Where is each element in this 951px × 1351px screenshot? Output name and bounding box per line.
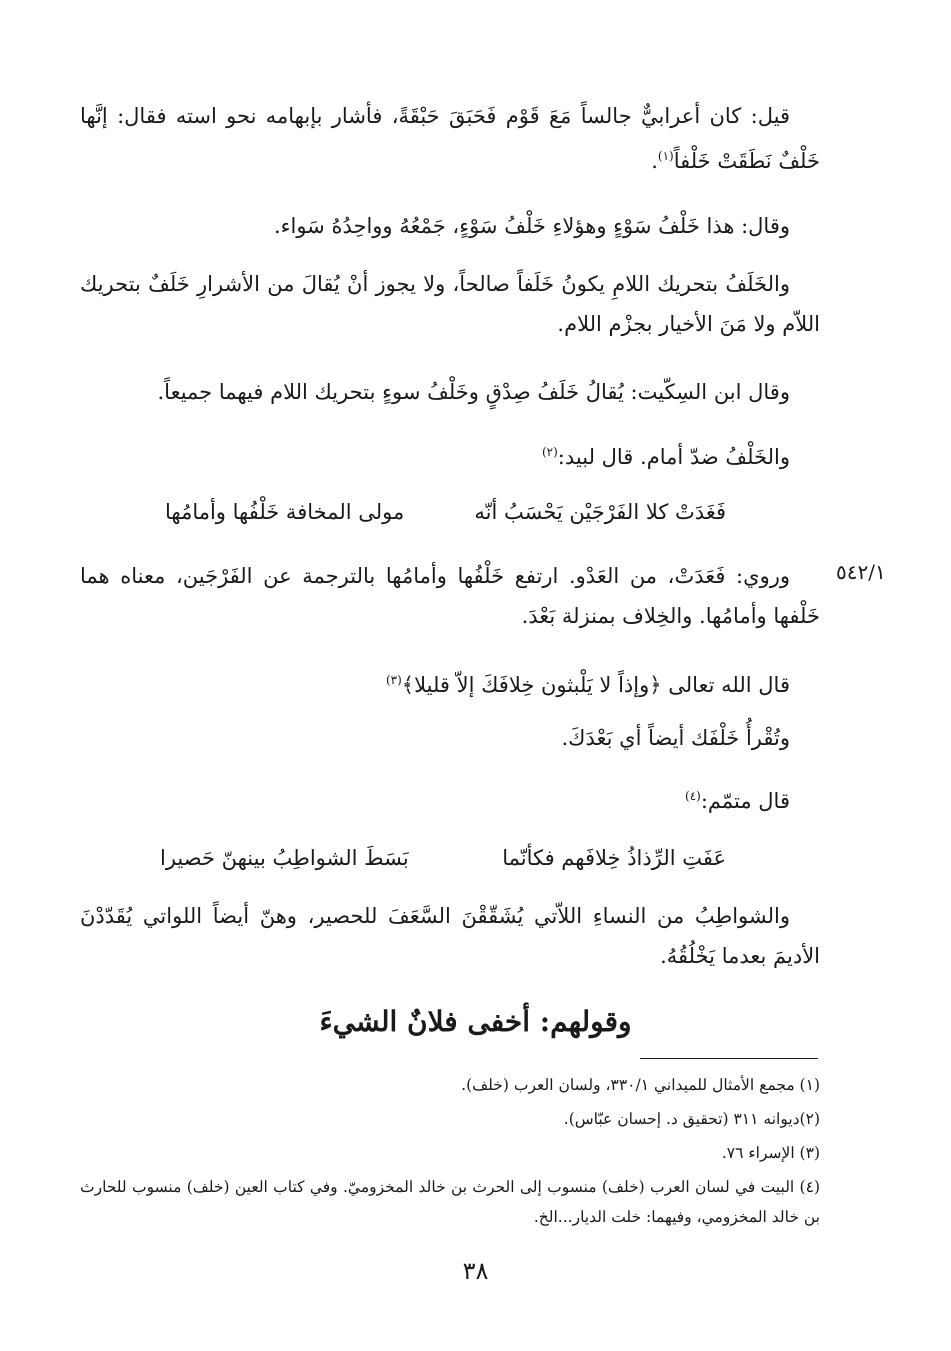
paragraph-3: والخَلَفُ بتحريك اللامِ يكونُ خَلَفاً صالحاً، ولا يجوز أنْ يُقالَ من الأشرارِ خَلَفٌ بتحريك اللاّم ولا مَنَ الأخيار بجزْم اللام.	[80, 272, 820, 336]
margin-reference: ٥٤٢/١	[836, 560, 886, 584]
note-mark-1: (١)	[657, 149, 674, 163]
page-number: ٣٨	[462, 1257, 489, 1285]
paragraph-4: وقال ابن السِكّيت: يُقالُ خَلَفُ صِدْقٍ وخَلْفُ سوءٍ بتحريك اللام فيهما جميعاً.	[157, 380, 790, 404]
footnote-1: (١) مجمع الأمثال للميداني ٣٣٠/١، ولسان العرب (خلف).	[461, 1076, 820, 1094]
verse-2-second-hemistich: بَسَطَ الشواطِبُ بينهنّ حَصيرا	[160, 846, 409, 870]
paragraph-8: وتُقْرأُ خَلْفَك أيضاً أي بَعْدَكَ.	[561, 726, 790, 750]
paragraph-2: وقال: هذا خَلْفُ سَوْءٍ وهؤلاءِ خَلْفُ سَوْءٍ، جَمْعُهُ وواحِدُهُ سَواء.	[273, 214, 790, 238]
paragraph-6: وروي: فَعَدَتْ، من العَدْو. ارتفع خَلْفُها وأمامُها بالترجمة عن الفَرْجَين، معناه هما خَلْفها وأمامُها. والخِلاف بمنزلة بَعْدَ.	[80, 564, 820, 628]
paragraph-7: قال الله تعالى ﴿وإذاً لا يَلْبثون خِلافَكَ إلاّ قليلا﴾$^{(٣)}$	[385, 673, 790, 697]
paragraph-1: قيل: كان أعرابيٌّ جالساً مَعَ قَوْم فَحَبَقَ حَبْقَةً، فأشار بإبهامه نحو استه فقال: إنَّها خَلْفٌ نَطَقَتْ خَلْفاً$^{(١)}$.	[80, 104, 820, 173]
footnote-4: (٤) البيت في لسان العرب (خلف) منسوب إلى الحرث بن خالد المخزوميّ. وفي كتاب العين (خلف) منسوب للحارث بن خالد المخزومي، وفيهما: خلت الديار...الخ.	[80, 1178, 820, 1226]
note-mark-3: (٣)	[385, 673, 402, 687]
note-mark-2: (٢)	[541, 445, 558, 459]
verse-1-second-hemistich: مولى المخافة خَلْفُها وأمامُها	[165, 500, 405, 524]
note-mark-4: (٤)	[685, 789, 701, 803]
verse-2-first-hemistich: عَفَتِ الرِّذاذُ خِلافَهم فكأنّما	[502, 846, 726, 870]
paragraph-5: والخَلْفُ ضدّ أمام. قال لبيد:$^{(٢)}$	[541, 445, 790, 469]
footnote-divider	[640, 1058, 818, 1059]
paragraph-9: قال متمّم:$^{(٤)}$	[685, 789, 790, 813]
footnote-3: (٣) الإسراء ٧٦.	[721, 1144, 820, 1162]
verse-1-first-hemistich: فَغَدَتْ كلا الفَرْجَيْن يَحْسَبُ أنّه	[474, 500, 726, 524]
footnote-2: (٢)ديوانه ٣١١ (تحقيق د. إحسان عبّاس).	[563, 1110, 820, 1128]
section-heading: وقولهم: أخفى فلانٌ الشيءَ	[319, 1005, 632, 1038]
paragraph-10: والشواطِبُ من النساءِ اللاّتي يُشَقّقْنَ السَّعَفَ للحصير، وهنّ أيضاً اللواتي يُقَدّدْنَ الأديمَ بعدما يَخْلُقُهُ.	[80, 904, 820, 968]
